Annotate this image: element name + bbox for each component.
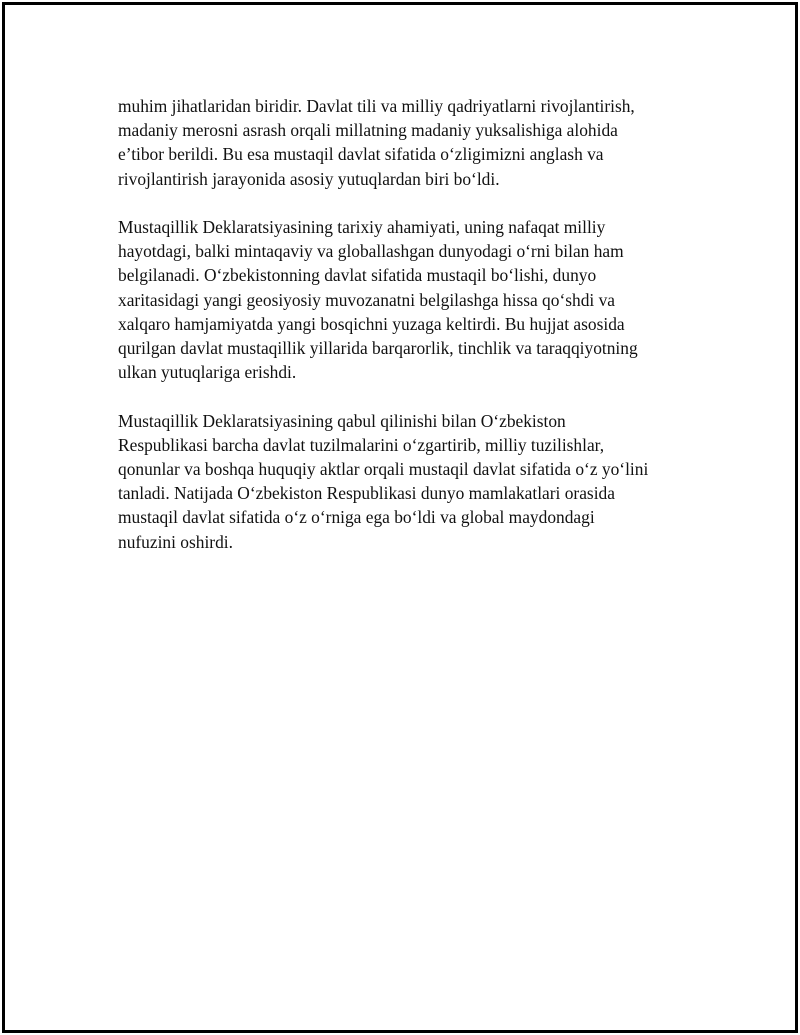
- text-line: mustaqil davlat sifatida o‘z o‘rniga ega bo‘ldi va global maydondagi: [118, 507, 595, 528]
- document-body: [118, 94, 678, 578]
- text-line: belgilanadi. O‘zbekistonning davlat sifatida mustaqil bo‘lishi, dunyo: [118, 265, 597, 286]
- text-line: hayotdagi, balki mintaqaviy va globallashgan dunyodagi o‘rni bilan ham: [118, 241, 624, 262]
- text-line: Mustaqillik Deklaratsiyasining tarixiy ahamiyati, uning nafaqat milliy: [118, 217, 606, 237]
- text-line: madaniy merosni asrash orqali millatning madaniy yuksalishiga alohida: [118, 120, 618, 141]
- text-line: ulkan yutuqlariga erishdi.: [118, 362, 297, 383]
- paragraph-2: [118, 215, 678, 384]
- text-line: qurilgan davlat mustaqillik yillarida barqarorlik, tinchlik va taraqqiyotning: [118, 338, 638, 359]
- text-line: Respublikasi barcha davlat tuzilmalarini o‘zgartirib, milliy tuzilishlar,: [118, 434, 605, 455]
- paragraph-3: [118, 409, 678, 554]
- text-line: tanladi. Natijada O‘zbekiston Respublikasi dunyo mamlakatlari orasida: [118, 483, 615, 504]
- text-line: qonunlar va boshqa huquqiy aktlar orqali mustaqil davlat sifatida o‘z yo‘lini: [118, 459, 649, 480]
- text-line: Mustaqillik Deklaratsiyasining qabul qilinishi bilan O‘zbekiston: [118, 410, 566, 431]
- text-line: e’tibor berildi. Bu esa mustaqil davlat sifatida o‘zligimizni anglash va: [118, 144, 604, 165]
- text-line: xalqaro hamjamiyatda yangi bosqichni yuzaga keltirdi. Bu hujjat asosida: [118, 313, 625, 334]
- paragraph-1: [118, 94, 678, 191]
- text-line: nufuzini oshirdi.: [118, 531, 233, 552]
- text-line: muhim jihatlaridan biridir. Davlat tili va milliy qadriyatlarni rivojlantirish,: [118, 96, 635, 116]
- text-line: xaritasidagi yangi geosiyosiy muvozanatni belgilashga hissa qo‘shdi va: [118, 289, 615, 310]
- text-line: rivojlantirish jarayonida asosiy yutuqlardan biri bo‘ldi.: [118, 168, 500, 189]
